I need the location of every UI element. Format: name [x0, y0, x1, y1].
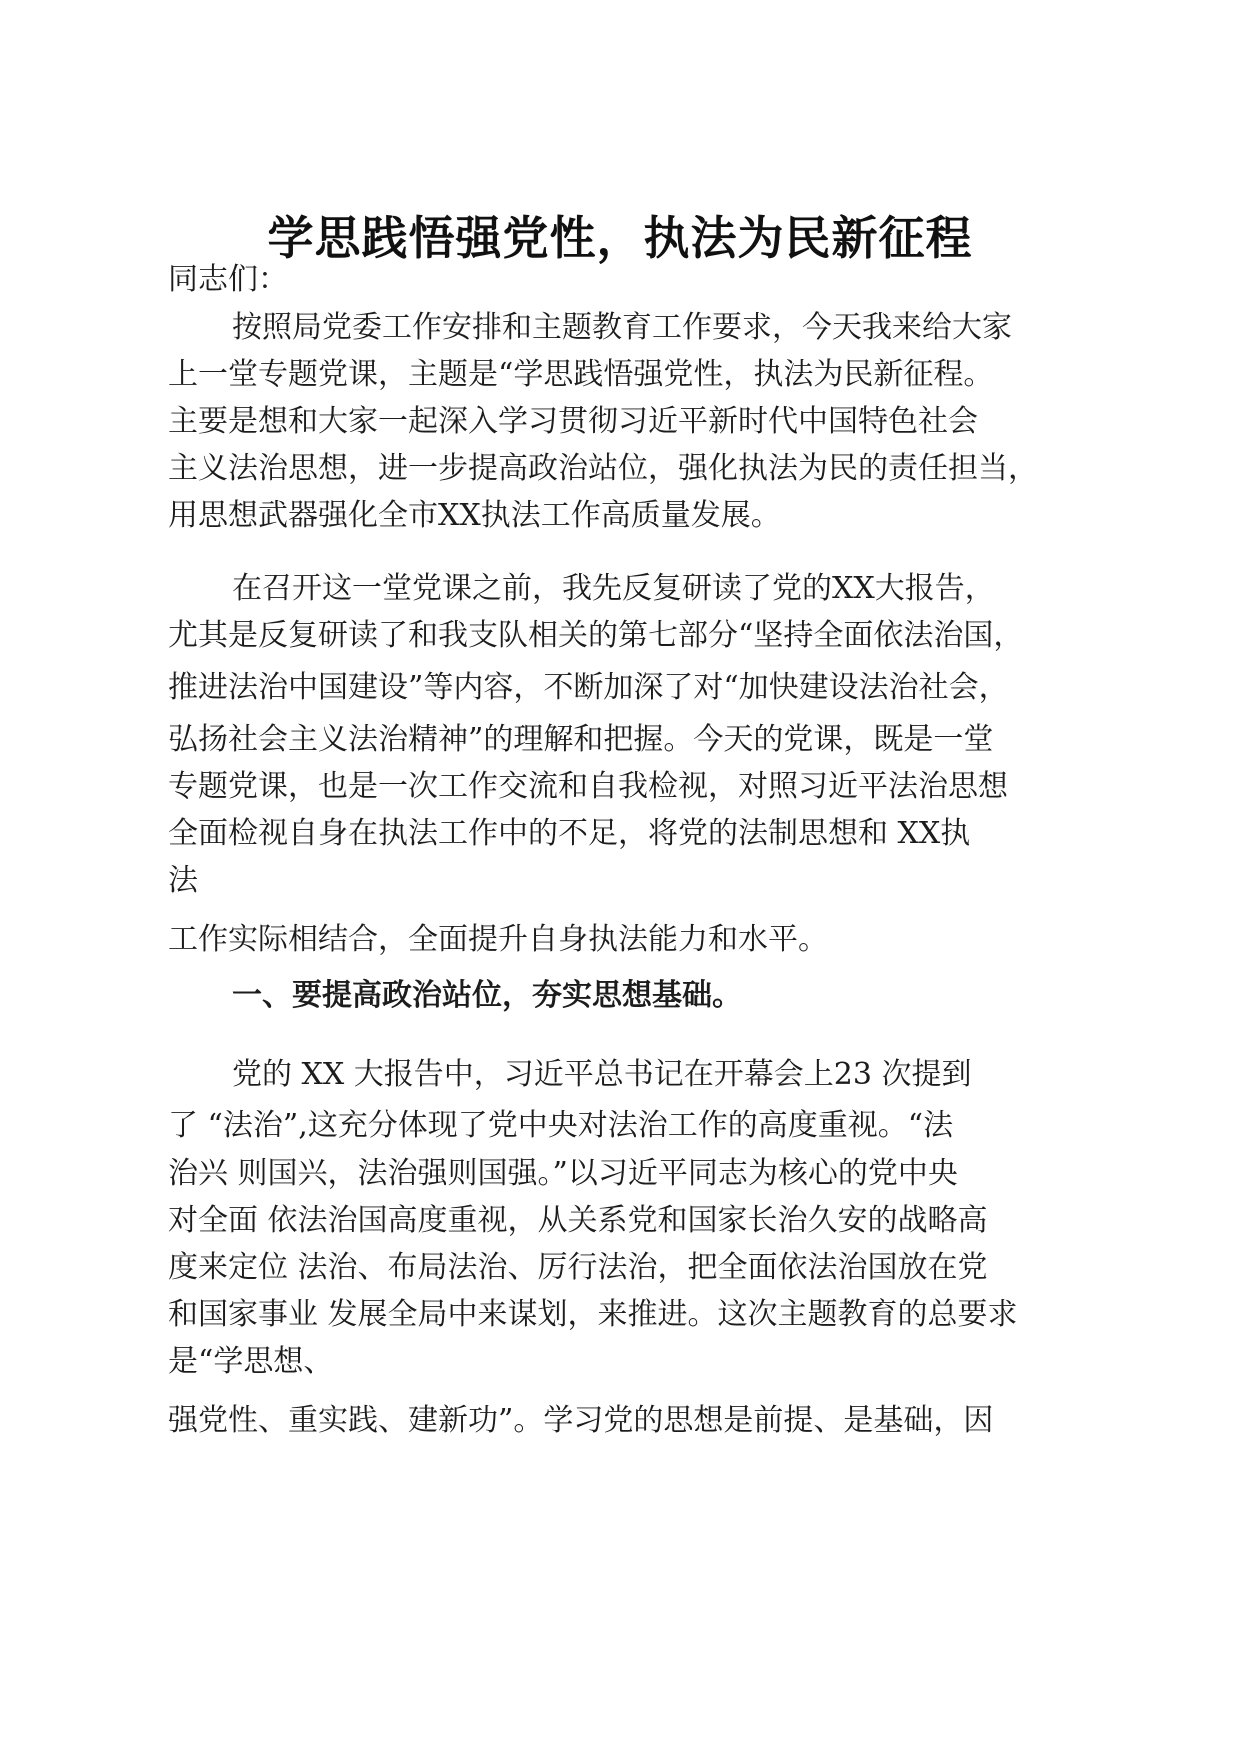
section-heading: 一、要提高政治站位，夯实思想基础。	[232, 978, 742, 1013]
paragraph-line: 主义法治思想，进一步提高政治站位，强化执法为民的责任担当，	[168, 451, 1038, 486]
paragraph-line: 全面检视自身在执法工作中的不足，将党的法制思想和 XX执	[168, 816, 971, 851]
salutation: 同志们：	[168, 262, 288, 297]
paragraph-line: 在召开这一堂党课之前，我先反复研读了党的XX大报告，	[232, 571, 995, 606]
paragraph-line: 和国家事业 发展全局中来谋划，来推进。这次主题教育的总要求	[168, 1297, 1018, 1332]
paragraph-line: 工作实际相结合，全面提升自身执法能力和水平。	[168, 922, 828, 957]
paragraph-line: 法	[168, 863, 198, 898]
paragraph-line: 按照局党委工作安排和主题教育工作要求，今天我来给大家	[232, 310, 1012, 345]
paragraph-line: 对全面 依法治国高度重视，从关系党和国家长治久安的战略高	[168, 1203, 988, 1238]
paragraph-line: 是“学思想、	[168, 1344, 334, 1379]
paragraph-line: 用思想武器强化全市XX执法工作高质量发展。	[168, 498, 781, 533]
paragraph-line: 主要是想和大家一起深入学习贯彻习近平新时代中国特色社会	[168, 404, 978, 439]
paragraph-line: 弘扬社会主义法治精神”的理解和把握。今天的党课，既是一堂	[168, 722, 994, 757]
paragraph-line: 强党性、重实践、建新功”。学习党的思想是前提、是基础，因	[168, 1403, 994, 1438]
paragraph-line: 尤其是反复研读了和我支队相关的第七部分“坚持全面依法治国，	[168, 618, 1024, 653]
paragraph-line: 党的 XX 大报告中，习近平总书记在开幕会上23 次提到	[232, 1057, 972, 1092]
paragraph-line: 治兴 则国兴，法治强则国强。”以习近平同志为核心的党中央	[168, 1156, 958, 1191]
document-title: 学思践悟强党性，执法为民新征程	[267, 211, 973, 265]
paragraph-line: 推进法治中国建设”等内容，不断加深了对“加快建设法治社会，	[168, 670, 1009, 705]
paragraph-line: 专题党课，也是一次工作交流和自我检视，对照习近平法治思想	[168, 769, 1008, 804]
paragraph-line: 了 “法治”,这充分体现了党中央对法治工作的高度重视。“法	[168, 1108, 954, 1143]
paragraph-line: 上一堂专题党课，主题是“学思践悟强党性，执法为民新征程。	[168, 357, 994, 392]
paragraph-line: 度来定位 法治、布局法治、厉行法治，把全面依法治国放在党	[168, 1250, 988, 1285]
